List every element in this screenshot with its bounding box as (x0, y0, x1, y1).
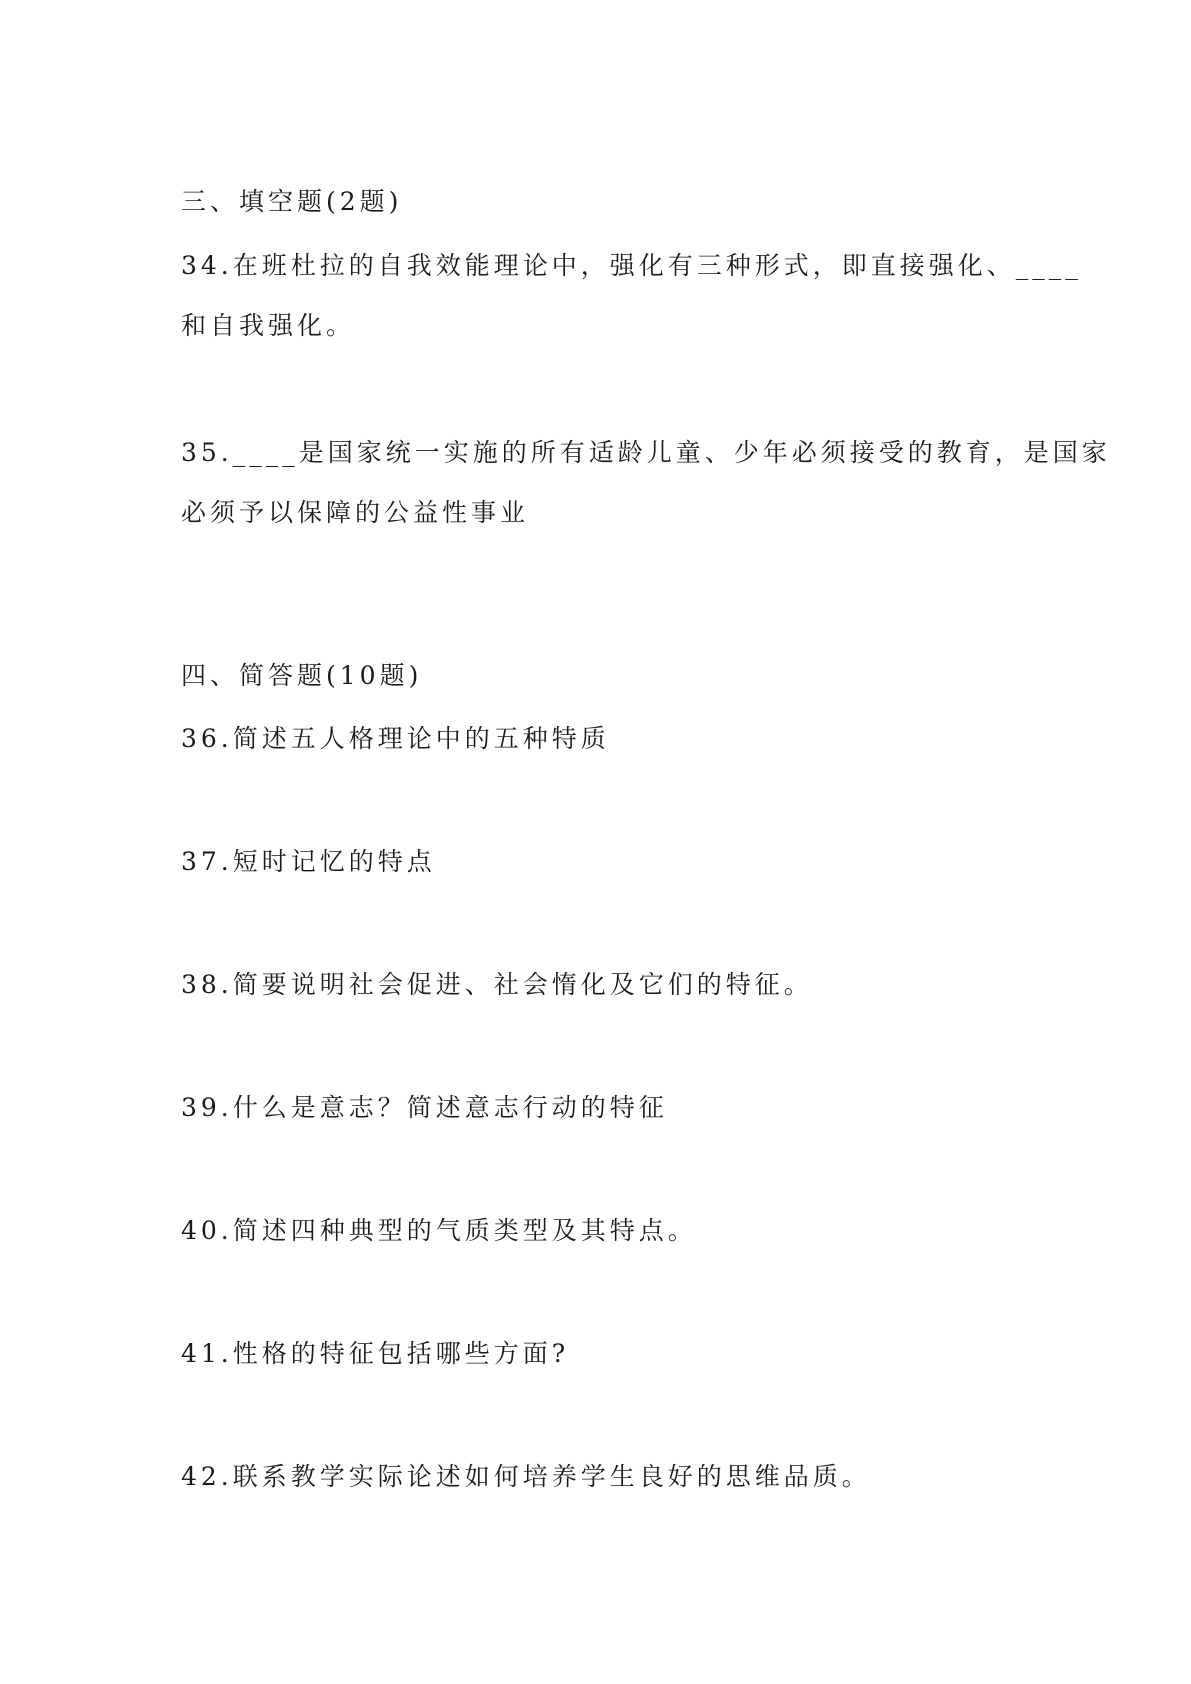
question-34-line-2: 和自我强化。 (181, 311, 356, 340)
question-35-line-2: 必须予以保障的公益性事业 (181, 498, 530, 527)
question-34-line-1: 34.在班杜拉的自我效能理论中，强化有三种形式，即直接强化、____ (181, 251, 1082, 280)
question-37: 37.短时记忆的特点 (181, 847, 436, 876)
section-heading-fill-in-blank: 三、填空题(2题) (181, 187, 403, 216)
question-42: 42.联系教学实际论述如何培养学生良好的思维品质。 (181, 1462, 871, 1491)
section-heading-short-answer: 四、简答题(10题) (181, 661, 423, 690)
question-38: 38.简要说明社会促进、社会惰化及它们的特征。 (181, 970, 813, 999)
question-40: 40.简述四种典型的气质类型及其特点。 (181, 1216, 697, 1245)
question-36: 36.简述五人格理论中的五种特质 (181, 724, 610, 753)
question-35-line-1: 35.____是国家统一实施的所有适龄儿童、少年必须接受的教育，是国家 (181, 438, 1111, 467)
question-39: 39.什么是意志？简述意志行动的特征 (181, 1093, 668, 1122)
question-41: 41.性格的特征包括哪些方面? (181, 1339, 570, 1368)
